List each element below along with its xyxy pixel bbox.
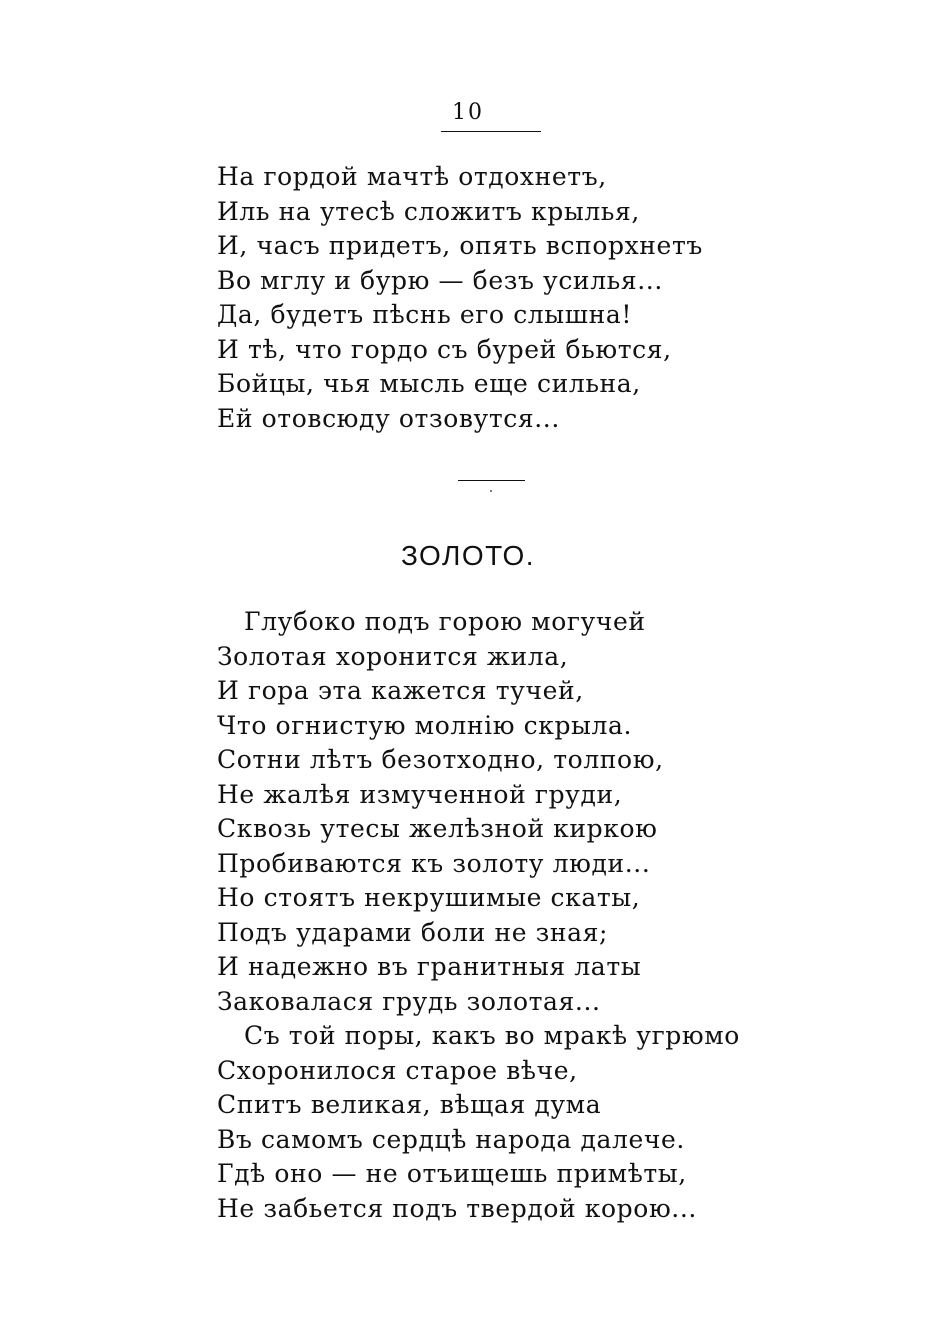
top-stanza — [217, 160, 703, 436]
verse-line: Глубоко подъ горою могучей — [244, 607, 646, 636]
verse-line: Сотни лѣтъ безотходно, толпою, — [217, 745, 664, 774]
poem-title: ЗОЛОТО. — [400, 540, 536, 571]
page-number: 10 — [452, 100, 484, 125]
verse-line: Но стоятъ некрушимые скаты, — [217, 883, 641, 912]
verse-line: Что огнистую молнію скрыла. — [217, 710, 633, 740]
verse-line: И надежно въ гранитныя латы — [217, 952, 642, 981]
verse-line: И, часъ придетъ, опять вспорхнетъ — [217, 231, 703, 260]
verse-line: Въ самомъ сердцѣ народа далече. — [217, 1124, 685, 1154]
verse-line: Во мглу и бурю — безъ усилья... — [217, 265, 663, 295]
verse-line: Ей отовсюду отзовутся... — [217, 403, 560, 433]
verse-line: Не жалѣя измученной груди, — [217, 779, 623, 809]
verse-line: Заковалася грудь золотая... — [217, 986, 601, 1016]
verse-line: Да, будетъ пѣснь его слышна! — [217, 300, 633, 329]
verse-line: И гора эта кажется тучей, — [217, 676, 584, 705]
page-number-rule — [441, 131, 541, 132]
verse-line: На гордой мачтѣ отдохнетъ, — [217, 162, 607, 191]
poem-body — [217, 605, 740, 1226]
verse-line: Пробиваются къ золоту люди... — [217, 848, 651, 878]
section-divider — [458, 480, 525, 481]
verse-line: И тѣ, что гордо съ бурей бьются, — [217, 334, 672, 364]
verse-line: Подъ ударами боли не зная; — [217, 917, 609, 947]
verse-line: Иль на утесѣ сложитъ крылья, — [217, 196, 640, 226]
section-divider-mark — [490, 490, 492, 492]
verse-line: Не забьется подъ твердой корою... — [217, 1193, 697, 1223]
verse-line: Съ той поры, какъ во мракѣ угрюмо — [244, 1021, 740, 1050]
verse-line: Схоронилося старое вѣче, — [217, 1055, 578, 1085]
verse-line: Гдѣ оно — не отъищешь примѣты, — [217, 1159, 687, 1188]
verse-line: Спитъ великая, вѣщая дума — [217, 1090, 602, 1119]
verse-line: Сквозь утесы желѣзной киркою — [217, 814, 658, 843]
verse-line: Золотая хоронится жила, — [217, 641, 569, 671]
verse-line: Бойцы, чья мысль еще сильна, — [217, 369, 641, 398]
